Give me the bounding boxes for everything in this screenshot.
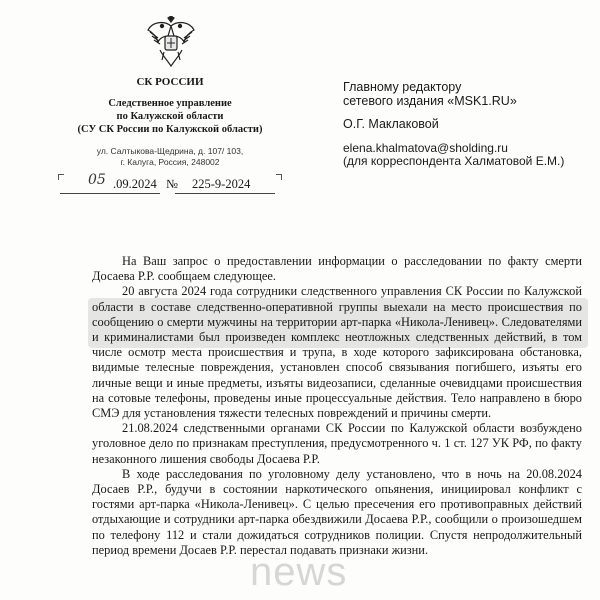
department-line-3: (СУ СК России по Калужской области) [77,124,263,135]
body-paragraph-4: В ходе расследования по уголовному делу установлено, что в ночь на 20.08.2024 Досаев Р.Р., будучи в состоянии наркотического опьянения, инициировал конфликт с гостями арт-парка «Никола-Ленивец». С целью пресечения его противоправных действий отдыхающие и сотрудники арт-парка обездвижили Досаева Р.Р., сообщили о произошедшем по телефону 112 и стали дожидаться сотрудников полиции. Спустя непродолжительный период времени Досаев Р.Р. перестал подавать признаки жизни. [92,466,582,557]
body-paragraph-3: 21.08.2024 следственными органами СК России по Калужской области возбуждено уголовное дело по признакам преступления, предусмотренного ч. 1 ст. 127 УК РФ, по факту незаконного лишения свободы Досаева Р.Р. [92,421,582,466]
document-number: 225-9-2024 [192,177,251,191]
addressee-email: elena.khalmatova@sholding.ru [343,141,508,155]
number-underline [175,193,275,194]
date-underline [60,193,160,194]
addressee-line-2: сетевого издания «MSK1.RU» [343,94,517,108]
addressee-name: О.Г. Маклаковой [343,117,439,131]
org-name: СК РОССИИ [136,76,204,88]
addressee-line-1: Главному редактору [343,80,462,94]
date-month-year: .09.2024 [113,177,157,191]
department-line-2: по Калужской области [116,111,224,122]
date-corner-mark [58,174,64,180]
date-day-handwritten: 05 [88,172,106,188]
addressee-note: (для корреспондента Халматовой Е.М.) [343,154,565,168]
department-line-1: Следственное управление [108,98,232,109]
body-paragraph-1: На Ваш запрос о предоставлении информации о расследовании по факту смерти Досаева Р.Р. сообщаем следующее. [92,254,582,284]
address-line-2: г. Калуга, Россия, 248002 [120,157,220,167]
address-line-1: ул. Салтыкова-Щедрина, д. 107/ 103, [96,146,244,156]
letter-body [92,254,582,558]
body-paragraph-2: 20 августа 2024 года сотрудники следственного управления СК России по Калужской области в составе следственно-оперативной группы выехали на место происшествия по сообщению о смерти мужчины на территории арт-парка «Никола-Ленивец». Следователями и криминалистами был произведен комплекс неотложных следственных действий, в том числе осмотр места происшествия и трупа, в ходе которого зафиксирована обстановка, видимые телесные повреждения, установлен способ связывания погибшего, изъяты его личные вещи и иные предметы, изъяты видеозаписи, сделанные очевидцами происшествия на сотовые телефоны, проведены иные процессуальные действия. Тело направлено в бюро СМЭ для установления тяжести телесных повреждений и причины смерти. [92,284,582,421]
watermark-text: news [250,550,348,594]
number-sign: № [166,177,178,191]
date-corner-mark [276,174,282,180]
coat-of-arms-icon [146,16,196,68]
